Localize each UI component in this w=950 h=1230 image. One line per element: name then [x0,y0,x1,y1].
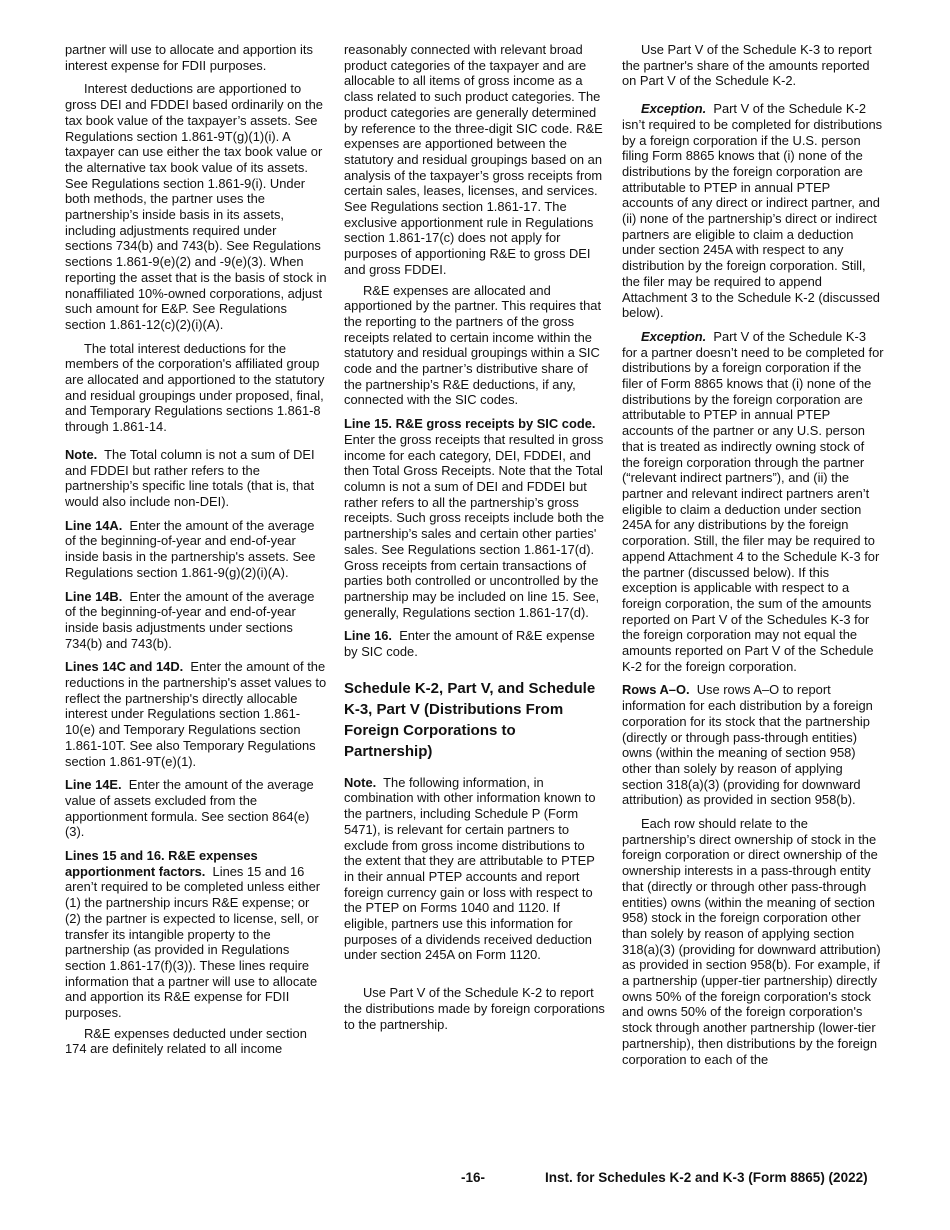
paragraph: partner will use to allocate and apportion its interest expense for FDII purposes. [65,42,313,73]
paragraph: Interest deductions are apportioned to gross DEI and FDDEI based ordinarily on the tax book value of the taxpayer’s assets. See Regulations section 1.861-9T(g)(1)(i). A taxpayer can use either the tax book value or the alternative tax book value of its assets. See Regulations section 1.861-9(i). Under both methods, the partner uses the partnership’s inside basis in its assets, including adjustments required under sections 734(b) and 743(b). See Regulations sections 1.861-9(e)(2) and -9(e)(3). When reporting the asset that is the basis of stock in nonaffiliated 10%-owned corporations, adjust such amount for E&P. See Regulations section 1.861-12(c)(2)(i)(A). [65,81,327,332]
line-16-label: Line 16. [344,628,393,644]
column-left [65,42,327,1065]
document-title: Inst. for Schedules K-2 and K-3 (Form 8865) (2022) [545,1170,868,1185]
lines-15-16-text: Lines 15 and 16 aren’t required to be completed unless either (1) the partnership incurs R&E expense; or (2) the partner is expected to license, sell, or transfer its intangible property to the partnership (as provided in Regulations section 1.861-17(f)(3)). These lines require information that a partner will use to allocate and apportion its R&E expense for FDII purposes. [65,863,321,1021]
line-14b-label: Line 14B. [65,588,123,604]
line-15-label: Line 15. R&E gross receipts by SIC code. [344,416,596,432]
note-paragraph [344,775,606,963]
paragraph: R&E expenses are allocated and apportioned by the partner. This requires that the reporting to the partners of the gross receipts related to certain income within the statutory and residual groupings within a SIC code and the partner’s distributive share of the partnership’s R&E deductions, if any, connected with the SIC codes. [344,282,602,408]
line-15-paragraph [344,416,606,620]
line-14a-paragraph [65,518,327,581]
line-14e-text: Enter the amount of the average value of assets excluded from the apportionment formula. See section 864(e)(3). [65,777,314,840]
exception-label: Exception. [641,328,707,344]
line-14b-text: Enter the amount of the average of the beginning-of-year and end-of-year inside basis adjustments under sections 734(b) and 743(b). [65,588,315,651]
line-14b-paragraph [65,589,327,652]
exception-paragraph [622,101,884,321]
paragraph: Use Part V of the Schedule K-3 to report the partner's share of the amounts reported on Part V of the Schedule K-2. [622,42,872,89]
page-number: -16- [461,1170,486,1185]
note-text: The Total column is not a sum of DEI and FDDEI but rather refers to the partnership’s specific line totals (that is, that would also include non-DEI). [65,446,315,509]
rows-a-o-text: Use rows A–O to report information for each distribution by a foreign corporation for its stock that the partnership (directly or through pass-through entities) owns (within the meaning of section 958) other than solely by reason of applying section 318(a)(3) (providing for downward attribution) as provided in section 958(b). [622,682,873,808]
lines-15-16-label: Lines 15 and 16. R&E expenses apportionment factors. [65,848,258,879]
rows-a-o-paragraph [622,682,884,808]
note-paragraph [65,447,327,510]
paragraph: The total interest deductions for the members of the corporation's affiliated group are allocated and apportioned to the statutory and residual groupings under proposed, final, and Temporary Regulations sections 1.861-8 through 1.861-14. [65,340,325,435]
lines-14c-14d-text: Enter the amount of the reductions in the partnership's asset values to reflect the partnership's directly allocable interest under Regulations section 1.861-10(e) and Temporary Regulations section 1.861-10T. See also Temporary Regulations section 1.861-9T(e)(1). [65,659,327,769]
lines-15-16-paragraph [65,848,327,1021]
line-14a-text: Enter the amount of the average of the beginning-of-year and end-of-year inside basis in the partnership's assets. See Regulations section 1.861-9(g)(2)(i)(A). [65,517,316,580]
exception-label: Exception. [641,101,707,117]
section-heading: Schedule K-2, Part V, and Schedule K-3, Part V (Distributions From Foreign Corporations to Partnership) [344,679,596,760]
note-text: The following information, in combination with other information known to the partners, including Schedule P (Form 5471), is relevant for certain partners to exclude from gross income distributions to the extent that they are attributable to PTEP in their annual PTEP accounts and report foreign currency gain or loss with respect to the PTEP on Forms 1040 and 1120. If eligible, partners use this information for purposes of a dividends received deduction under section 245A on Form 1120. [344,774,596,963]
line-16-paragraph [344,628,606,659]
note-label: Note. [65,446,98,462]
line-14e-label: Line 14E. [65,777,122,793]
column-middle [344,42,606,1040]
note-label: Note. [344,774,377,790]
line-16-text: Enter the amount of R&E expense by SIC code. [344,628,595,660]
column-right [622,42,884,1075]
line-14a-label: Line 14A. [65,517,123,533]
exception-text: Part V of the Schedule K-3 for a partner doesn’t need to be completed for distributions by a foreign corporation if the filer of Form 8865 knows that (i) none of the distributions by the foreign corporation are attributable to PTEP in annual PTEP accounts of the partner or any U.S. person that is treated as indirectly owning stock of the foreign corporation through the partner (“relevant indirect partners”), and (ii) the partner and relevant indirect partners aren’t eligible to claim a deduction under section 245A for any distributions by the foreign corporation. Still, the filer may be required to append Attachment 4 to the Schedule K-3 for the partner (discussed below). If this exception is applicable with respect to a foreign corporation, the sum of the amounts reported on Part V of the Schedules K-3 for the foreign corporation may not equal the amounts reported on Part V of the Schedule K-2 for the foreign corporation. [622,328,884,674]
exception-paragraph [622,329,884,674]
paragraph: reasonably connected with relevant broad product categories of the taxpayer and are allocable to all items of gross income as a class related to such product categories. The product categories are generally determined by reference to the three-digit SIC code. R&E expenses are apportioned between the statutory and residual groupings based on an analysis of the taxpayer’s gross receipts from certain sales, leases, licenses, and services. See Regulations section 1.861-17. The exclusive apportionment rule in Regulations section 1.861-17(c) does not apply for purposes of apportioning R&E to gross DEI and gross FDDEI. [344,42,603,277]
rows-a-o-label: Rows A–O. [622,682,690,698]
line-15-text: Enter the gross receipts that resulted in gross income for each category, DEI, FDDEI, and then Total Gross Receipts. Note that the Total column is not a sum of DEI and FDDEI but rather refers to all the partnership’s gross receipts. Such gross receipts include both the partnership’s sales and certain other parties' sales. See Regulations section 1.861-17(d). Gross receipts from certain transactions of parties both controlled or uncontrolled by the partnership may be included on line 15. See, generally, Regulations section 1.861-17(d). [344,431,605,620]
paragraph: R&E expenses deducted under section 174 are definitely related to all income [65,1025,307,1057]
exception-text: Part V of the Schedule K-2 isn’t required to be completed for distributions by a foreign corporation if the U.S. person filing Form 8865 knows that (i) none of the distributions by the foreign corporation are attributable to PTEP in annual PTEP accounts of any direct or indirect partner, and (ii) none of the partnership’s direct or indirect partners are eligible to claim a deduction under section 245A with respect to any distribution by the foreign corporation. Still, the filer may be required to append Attachment 3 to the Schedule K-2 (discussed below). [622,101,883,321]
paragraph: Each row should relate to the partnership’s direct ownership of stock in the foreign corporation or direct ownership of the ownership interests in a pass-through entity that (directly or through other pass-through entities) owns (within the meaning of section 958) stock in the foreign corporation other than solely by reason of applying section 318(a)(3) (providing for downward attribution) as provided in section 958(b). For example, if a partnership (upper-tier partnership) directly owns 50% of the foreign corporation's stock and owns 50% of the foreign corporation's stock through another partnership (lower-tier partnership), then distributions by the foreign corporation to each of the [622,816,881,1067]
lines-14c-14d-label: Lines 14C and 14D. [65,659,184,675]
line-14e-paragraph [65,777,327,840]
paragraph: Use Part V of the Schedule K-2 to report the distributions made by foreign corporations to the partnership. [344,985,605,1032]
lines-14c-14d-paragraph [65,659,327,769]
